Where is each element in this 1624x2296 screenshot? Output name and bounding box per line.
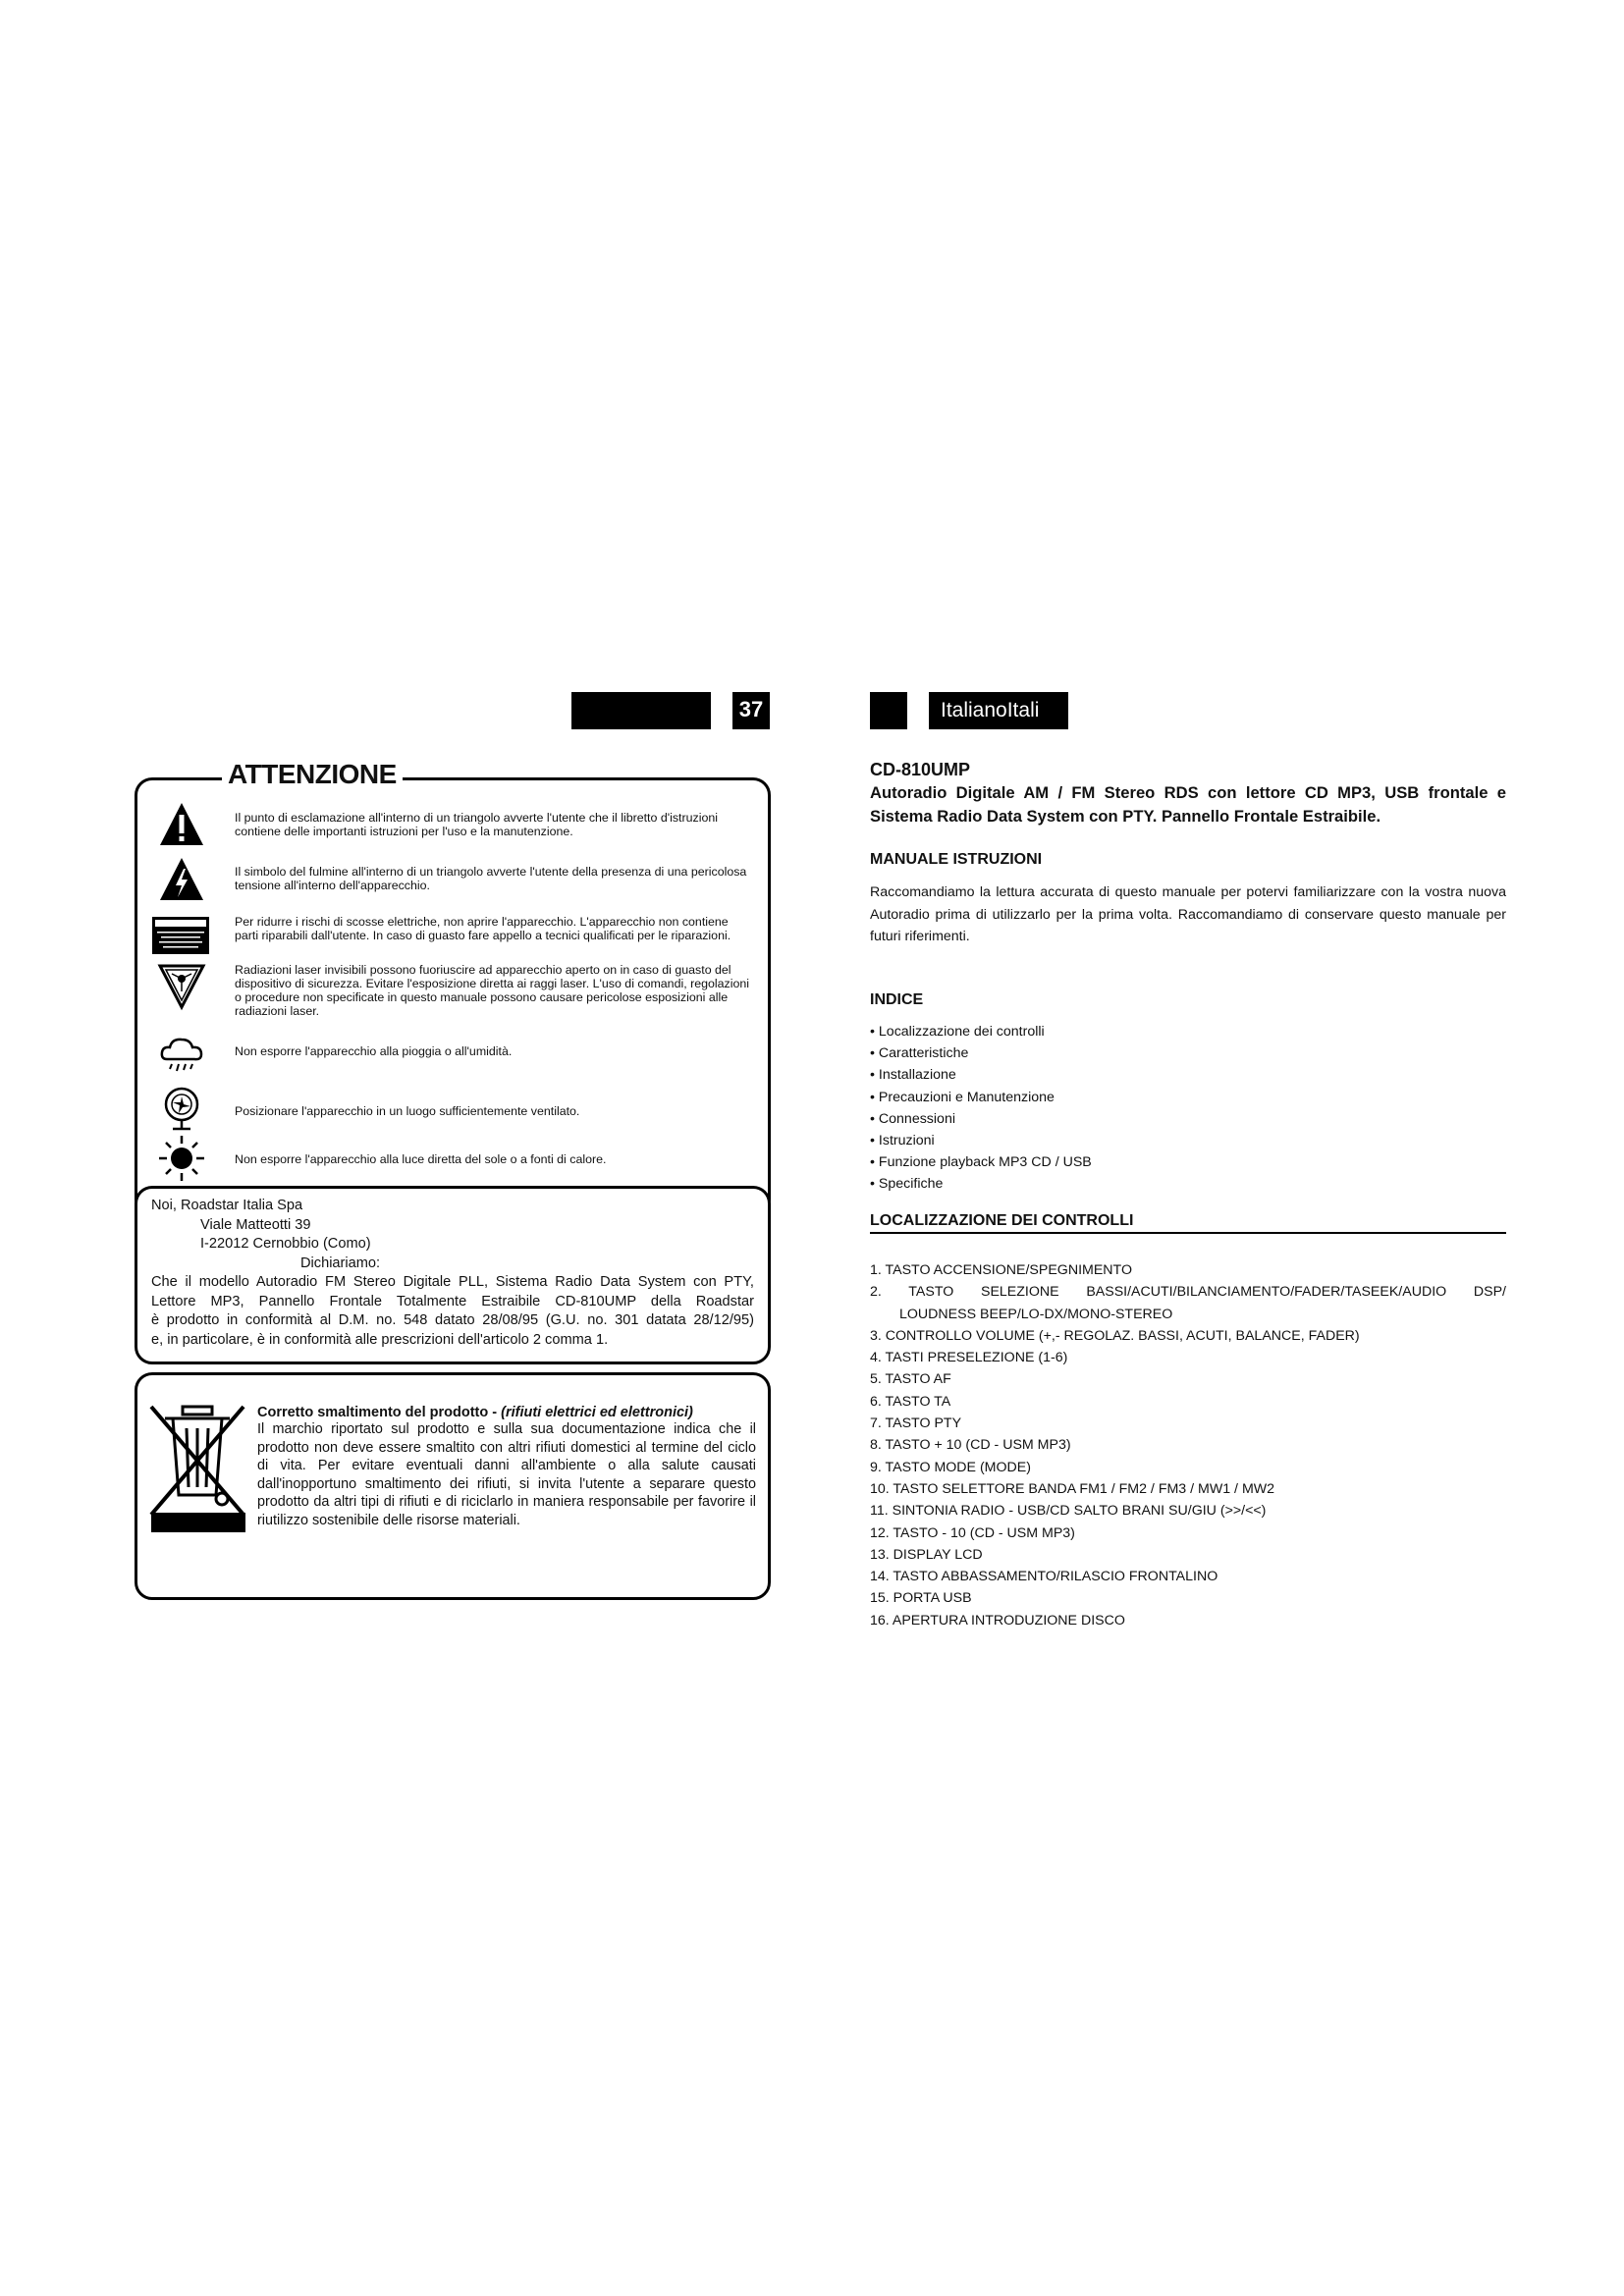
index-item: • Installazione <box>870 1067 956 1084</box>
declaration-line: I-22012 Cernobbio (Como) <box>200 1236 371 1252</box>
declaration-line: Viale Matteotti 39 <box>200 1216 311 1233</box>
language-label: ItalianoItali <box>929 692 1068 729</box>
control-item: 2. TASTO SELEZIONE BASSI/ACUTI/BILANCIAMENTO/FADER/TASEEK/AUDIO DSP/ <box>870 1284 1506 1301</box>
declaration-text <box>151 1197 754 1350</box>
sun-icon <box>157 1134 206 1183</box>
control-item: 7. TASTO PTY <box>870 1415 962 1432</box>
control-item: 15. PORTA USB <box>870 1590 972 1607</box>
warning-text: Il punto di esclamazione all'interno di un triangolo avverte l'utente che il libretto d'istruzioni contiene delle importanti istruzioni per l'uso e la manutenzione. <box>235 811 718 838</box>
control-item: LOUDNESS BEEP/LO-DX/MONO-STEREO <box>899 1306 1173 1322</box>
header-black-bar-left <box>571 692 711 729</box>
index-heading: INDICE <box>870 991 924 1008</box>
model-name: CD-810UMP <box>870 760 971 779</box>
control-item: 12. TASTO - 10 (CD - USM MP3) <box>870 1524 1075 1541</box>
warning-box <box>135 759 771 1217</box>
declaration-line: e, in particolare, è in conformità alle prescrizioni dell'articolo 2 comma 1. <box>151 1331 609 1348</box>
page-number: 37 <box>732 692 770 729</box>
disposal-title-italic: (rifiuti elettrici ed elettronici) <box>501 1405 693 1420</box>
warning-text: Posizionare l'apparecchio in un luogo sufficientemente ventilato. <box>235 1104 580 1118</box>
declaration-box <box>135 1186 771 1364</box>
index-item: • Localizzazione dei controlli <box>870 1024 1045 1040</box>
lightning-triangle-icon <box>157 855 206 904</box>
product-subtitle: Autoradio Digitale AM / FM Stereo RDS con lettore CD MP3, USB frontale e Sistema Radio Data System con PTY. Pannello Frontale Estraibile. <box>870 783 1506 826</box>
warning-item <box>137 957 768 1036</box>
warning-item <box>137 902 768 965</box>
warning-text: Non esporre l'apparecchio alla pioggia o all'umidità. <box>235 1044 513 1058</box>
disposal-black-bar <box>151 1513 245 1532</box>
index-item: • Funzione playback MP3 CD / USB <box>870 1154 1092 1171</box>
index-item: • Precauzioni e Manutenzione <box>870 1089 1055 1105</box>
warning-text: Non esporre l'apparecchio alla luce diretta del sole o a fonti di calore. <box>235 1152 607 1166</box>
disposal-text <box>257 1405 756 1529</box>
control-item: 1. TASTO ACCENSIONE/SPEGNIMENTO <box>870 1262 1132 1278</box>
control-item: 10. TASTO SELETTORE BANDA FM1 / FM2 / FM3 / MW1 / MW2 <box>870 1480 1275 1497</box>
manual-text: Raccomandiamo la lettura accurata di questo manuale per potervi familiarizzare con la vostra nuova Autoradio prima di utilizzarlo per la prima volta. Raccomandiamo di conservare questo manuale per futuri riferimenti. <box>870 884 1506 944</box>
index-list <box>870 1021 1506 1196</box>
warning-text: Il simbolo del fulmine all'interno di un triangolo avverte l'utente della presenza di una pericolosa tensione all'interno dell'apparecchio. <box>235 865 747 892</box>
control-item: 11. SINTONIA RADIO - USB/CD SALTO BRANI SU/GIU (>>/<<) <box>870 1503 1267 1520</box>
control-item: 16. APERTURA INTRODUZIONE DISCO <box>870 1612 1125 1629</box>
declaration-line: Dichiariamo: <box>300 1255 381 1271</box>
warning-item <box>137 1134 768 1189</box>
controls-heading: LOCALIZZAZIONE DEI CONTROLLI <box>870 1212 1506 1234</box>
index-item: • Caratteristiche <box>870 1045 969 1062</box>
warning-title: ATTENZIONE <box>222 759 403 790</box>
control-item: 4. TASTI PRESELEZIONE (1-6) <box>870 1350 1068 1366</box>
index-item: • Istruzioni <box>870 1133 935 1149</box>
caution-label-icon <box>151 916 210 955</box>
manual-heading: MANUALE ISTRUZIONI <box>870 851 1043 868</box>
control-item: 3. CONTROLLO VOLUME (+,- REGOLAZ. BASSI, ACUTI, BALANCE, FADER) <box>870 1327 1360 1344</box>
rain-cloud-icon <box>157 1030 206 1079</box>
warning-item <box>137 1083 768 1132</box>
control-item: 13. DISPLAY LCD <box>870 1546 983 1563</box>
control-item: 5. TASTO AF <box>870 1371 951 1388</box>
index-item: • Connessioni <box>870 1110 955 1127</box>
warning-text: Per ridurre i rischi di scosse elettriche, non aprire l'apparecchio. L'apparecchio non contiene parti riparabili dall'utente. In caso di guasto fare appello a tecnici qualificati per le riparazioni. <box>235 915 731 942</box>
disposal-box <box>135 1372 771 1600</box>
laser-triangle-icon <box>157 962 206 1011</box>
warning-text: Radiazioni laser invisibili possono fuoriuscire ad apparecchio aperto on in caso di guasto del dispositivo di sicurezza. Evitare l'esposizione diretta ai raggi laser. L'uso di comandi, regolazioni o procedure non specificate in questo manuale possono causare pericolose esposizioni alle radiazioni laser. <box>235 963 750 1018</box>
warning-item <box>137 1032 768 1079</box>
controls-list <box>870 1259 1506 1631</box>
declaration-line: è prodotto in conformità al D.M. no. 548 datato 28/08/95 (G.U. no. 301 datata 28/12/95) <box>151 1312 754 1328</box>
exclamation-triangle-icon <box>157 800 206 849</box>
control-item: 14. TASTO ABBASSAMENTO/RILASCIO FRONTALINO <box>870 1569 1218 1585</box>
control-item: 6. TASTO TA <box>870 1393 951 1410</box>
index-item: • Specifiche <box>870 1176 944 1193</box>
control-item: 8. TASTO + 10 (CD - USM MP3) <box>870 1437 1071 1454</box>
disposal-body: Il marchio riportato sul prodotto e sulla sua documentazione indica che il prodotto non deve essere smaltito con altri rifiuti domestici al termine del ciclo di vita. Per evitare eventuali danni all'ambiente o alla salute causati dall'inopportuno smaltimento dei rifiuti, si invita l'utente a separare questo prodotto da altri tipi di rifiuti e di riciclarlo in maniera responsabile per favorire il riutilizzo sostenibile delle risorse materiali. <box>257 1421 756 1528</box>
declaration-line: Lettore MP3, Pannello Frontale Totalmente Estraibile CD-810UMP della Roadstar <box>151 1293 754 1309</box>
disposal-title <box>257 1405 756 1420</box>
warning-item <box>137 800 768 859</box>
declaration-line: Noi, Roadstar Italia Spa <box>151 1198 303 1213</box>
ventilation-icon <box>157 1083 206 1132</box>
declaration-line: Che il modello Autoradio FM Stereo Digitale PLL, Sistema Radio Data System con PTY, <box>151 1274 754 1290</box>
crossed-bin-icon <box>143 1401 251 1528</box>
header-black-square-right <box>870 692 907 729</box>
disposal-title-main: Corretto smaltimento del prodotto - <box>257 1405 502 1420</box>
control-item: 9. TASTO MODE (MODE) <box>870 1459 1031 1475</box>
